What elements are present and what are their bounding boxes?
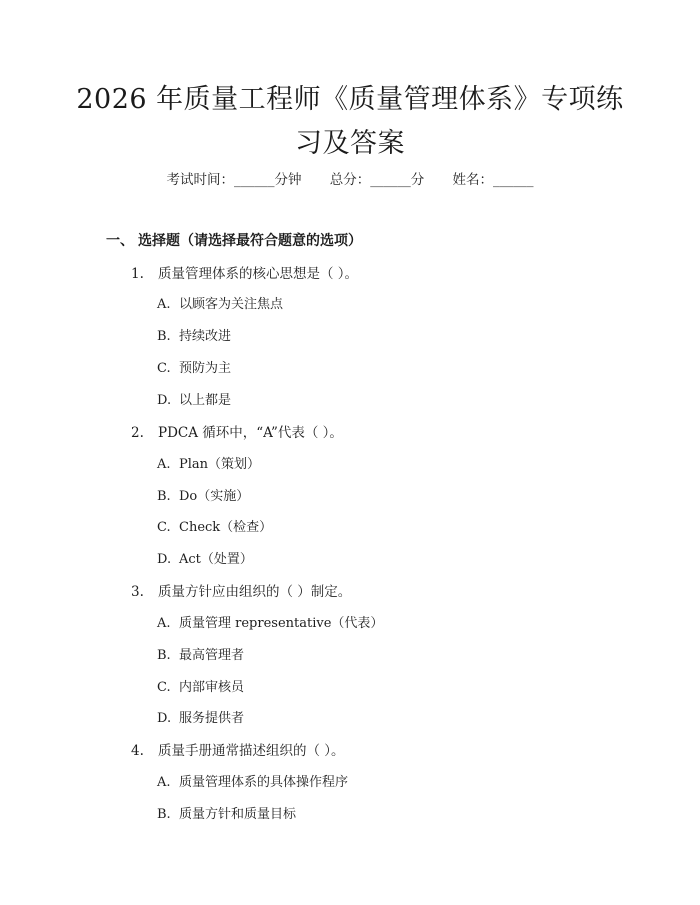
option-text: 以顾客为关注焦点 bbox=[179, 297, 284, 312]
option-3a bbox=[157, 612, 383, 631]
option-text: 质量管理 representative（代表） bbox=[179, 616, 384, 631]
option-4a bbox=[157, 771, 348, 790]
option-label: D. bbox=[157, 711, 172, 726]
option-2a bbox=[157, 453, 260, 472]
question-number: 2. bbox=[131, 425, 144, 441]
option-text: 服务提供者 bbox=[179, 711, 245, 726]
question-text: PDCA 循环中，“A”代表（ ）。 bbox=[158, 425, 343, 441]
option-1d bbox=[157, 389, 231, 408]
question-text: 质量管理体系的核心思想是（ ）。 bbox=[158, 266, 359, 282]
option-label: B. bbox=[157, 329, 171, 344]
option-3c bbox=[157, 676, 244, 695]
document-title bbox=[60, 78, 640, 166]
option-text: 质量管理体系的具体操作程序 bbox=[179, 775, 349, 790]
option-text: Act（处置） bbox=[179, 552, 253, 567]
exam-score: 总分：______分 bbox=[329, 172, 425, 188]
option-text: 预防为主 bbox=[179, 361, 232, 376]
option-label: B. bbox=[157, 489, 171, 504]
question-4 bbox=[131, 739, 345, 759]
exam-time: 考试时间：______分钟 bbox=[166, 172, 302, 188]
option-label: C. bbox=[157, 680, 171, 695]
option-3b bbox=[157, 644, 244, 663]
option-label: D. bbox=[157, 393, 172, 408]
option-label: A. bbox=[157, 457, 171, 472]
question-3 bbox=[131, 580, 351, 600]
option-label: A. bbox=[157, 297, 171, 312]
option-1c bbox=[157, 357, 231, 376]
option-1a bbox=[157, 293, 283, 312]
question-1 bbox=[131, 262, 358, 282]
option-text: 质量方针和质量目标 bbox=[179, 807, 297, 822]
option-text: 最高管理者 bbox=[179, 648, 245, 663]
option-text: 持续改进 bbox=[179, 329, 232, 344]
option-2d bbox=[157, 548, 253, 567]
option-label: C. bbox=[157, 361, 171, 376]
title-line-2: 习及答案 bbox=[295, 128, 405, 159]
question-2 bbox=[131, 421, 343, 441]
option-2c bbox=[157, 516, 272, 535]
question-text: 质量手册通常描述组织的（ ）。 bbox=[158, 743, 345, 759]
option-3d bbox=[157, 707, 244, 726]
option-text: 以上都是 bbox=[179, 393, 232, 408]
option-label: D. bbox=[157, 552, 172, 567]
option-label: A. bbox=[157, 616, 171, 631]
question-text: 质量方针应由组织的（ ）制定。 bbox=[158, 584, 352, 600]
title-line-1: 2026 年质量工程师《质量管理体系》专项练 bbox=[76, 84, 624, 115]
section-title: 选择题（请选择最符合题意的选项） bbox=[138, 233, 362, 249]
option-label: B. bbox=[157, 807, 171, 822]
exam-name: 姓名：______ bbox=[452, 172, 534, 188]
option-2b bbox=[157, 485, 249, 504]
option-label: B. bbox=[157, 648, 171, 663]
section-heading bbox=[106, 230, 362, 250]
option-text: Check（检查） bbox=[179, 520, 273, 535]
option-label: A. bbox=[157, 775, 171, 790]
option-text: 内部审核员 bbox=[179, 680, 245, 695]
question-number: 1. bbox=[131, 266, 144, 282]
question-number: 3. bbox=[131, 584, 144, 600]
option-text: Do（实施） bbox=[179, 489, 250, 504]
exam-info bbox=[0, 168, 700, 188]
option-1b bbox=[157, 325, 231, 344]
option-label: C. bbox=[157, 520, 171, 535]
option-text: Plan（策划） bbox=[179, 457, 261, 472]
question-number: 4. bbox=[131, 743, 144, 759]
section-number: 一、 bbox=[106, 233, 134, 249]
option-4b bbox=[157, 803, 296, 822]
